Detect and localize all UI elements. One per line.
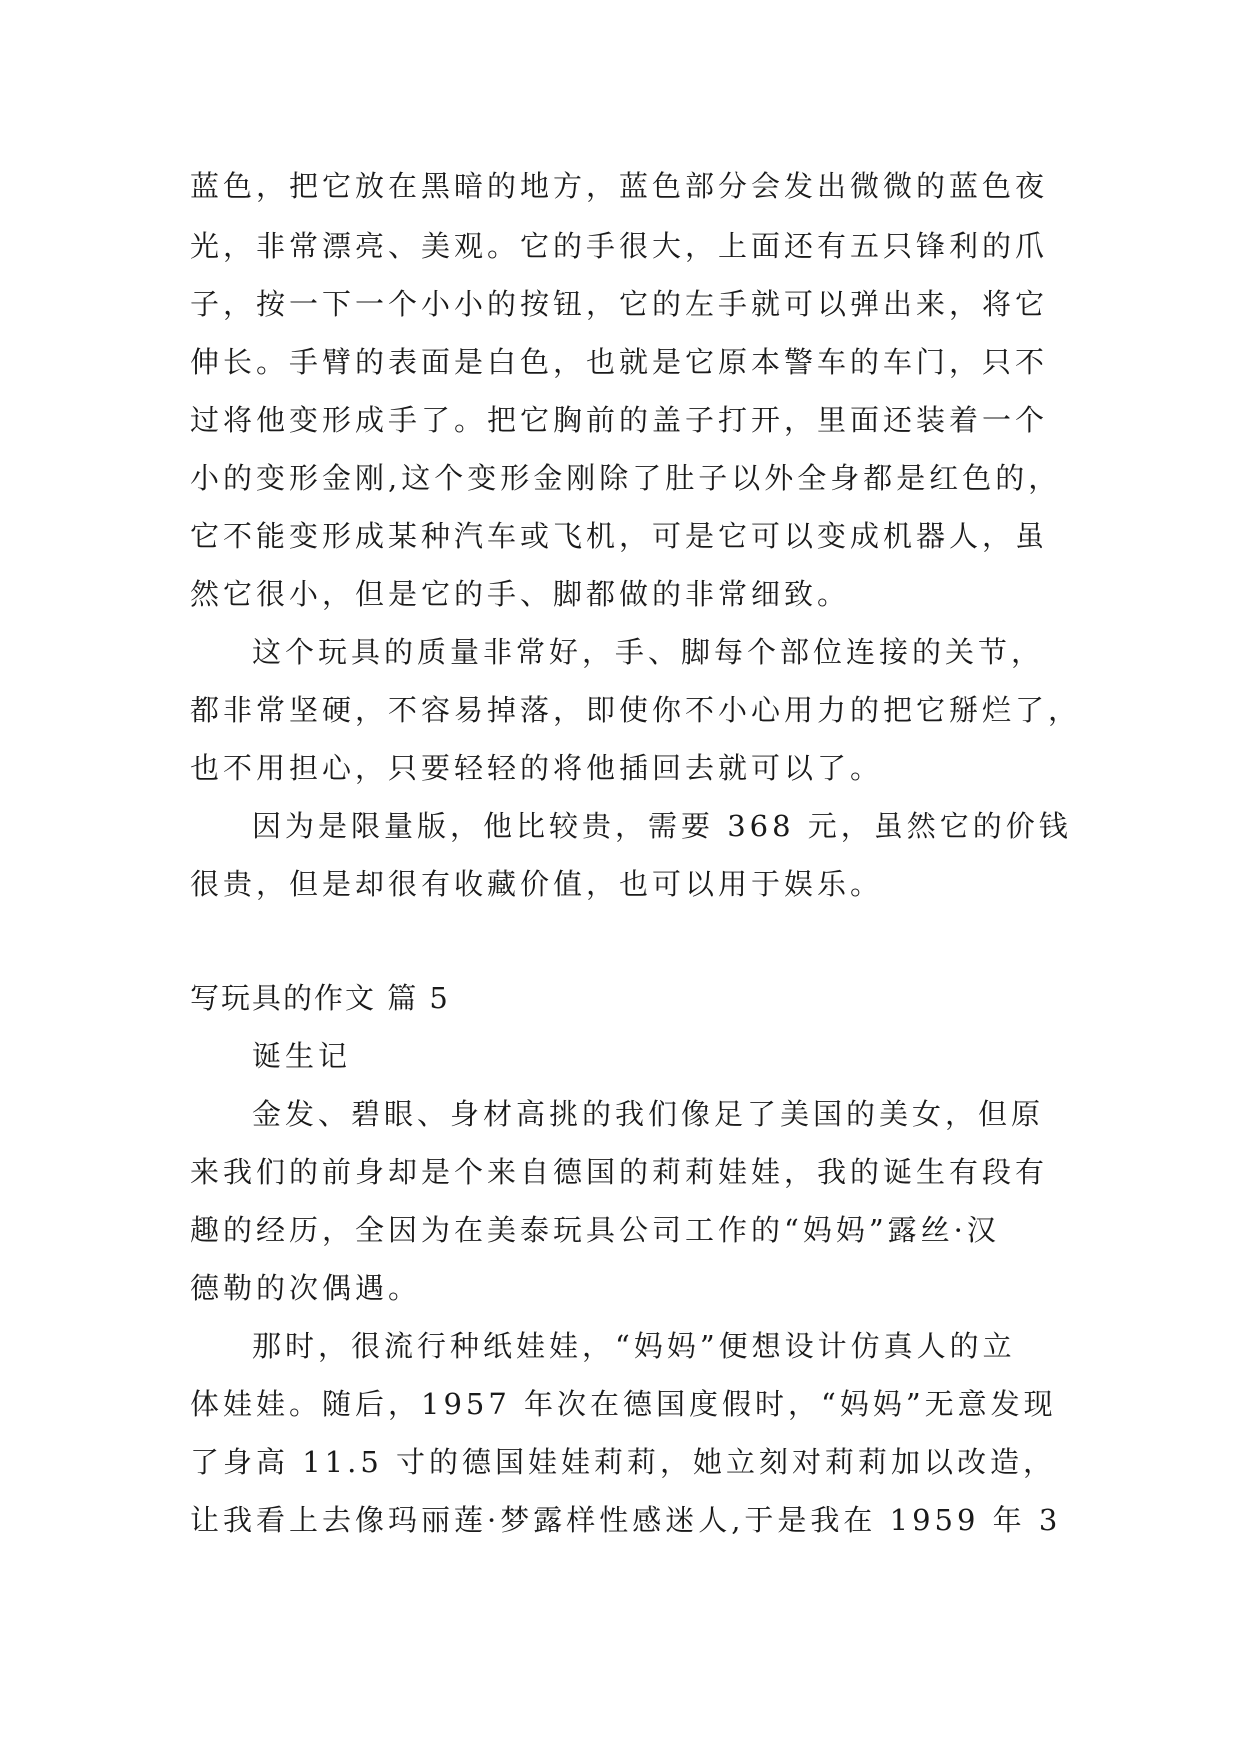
text-line: 小的变形金刚,这个变形金刚除了肚子以外全身都是红色的， [190, 461, 1062, 495]
text-line: 德勒的次偶遇。 [190, 1271, 422, 1305]
text-line: 体娃娃。随后，1957 年次在德国度假时，“妈妈”无意发现 [190, 1387, 1057, 1421]
text-line: 趣的经历，全因为在美泰玩具公司工作的“妈妈”露丝·汉 [190, 1213, 1000, 1247]
text-line: 让我看上去像玛丽莲·梦露样性感迷人,于是我在 1959 年 3 [190, 1503, 1062, 1537]
text-line: 都非常坚硬，不容易掉落，即使你不小心用力的把它掰烂了， [190, 693, 1082, 727]
paragraph-start: 这个玩具的质量非常好，手、脚每个部位连接的关节， [252, 635, 1045, 669]
text-line: 过将他变形成手了。把它胸前的盖子打开，里面还装着一个 [190, 403, 1049, 437]
text-line: 它不能变形成某种汽车或飞机，可是它可以变成机器人，虽 [190, 519, 1049, 553]
text-line: 也不用担心，只要轻轻的将他插回去就可以了。 [190, 751, 884, 785]
essay-subtitle: 诞生记 [252, 1039, 352, 1073]
paragraph-start: 因为是限量版，他比较贵，需要 368 元，虽然它的价钱 [252, 809, 1072, 843]
text-line: 光，非常漂亮、美观。它的手很大，上面还有五只锋利的爪 [190, 229, 1049, 263]
paragraph-start: 金发、碧眼、身材高挑的我们像足了美国的美女，但原 [252, 1097, 1045, 1131]
paragraph-start: 那时，很流行种纸娃娃，“妈妈”便想设计仿真人的立 [252, 1329, 1016, 1363]
section-heading: 写玩具的作文 篇 5 [190, 981, 450, 1015]
text-line: 很贵，但是却很有收藏价值，也可以用于娱乐。 [190, 867, 884, 901]
text-line: 了身高 11.5 寸的德国娃娃莉莉，她立刻对莉莉加以改造， [190, 1445, 1057, 1479]
text-line: 伸长。手臂的表面是白色，也就是它原本警车的车门，只不 [190, 345, 1049, 379]
text-line: 来我们的前身却是个来自德国的莉莉娃娃，我的诞生有段有 [190, 1155, 1049, 1189]
text-line: 然它很小，但是它的手、脚都做的非常细致。 [190, 577, 851, 611]
text-line: 子，按一下一个小小的按钮，它的左手就可以弹出来，将它 [190, 287, 1049, 321]
text-line: 蓝色，把它放在黑暗的地方，蓝色部分会发出微微的蓝色夜 [190, 169, 1049, 203]
